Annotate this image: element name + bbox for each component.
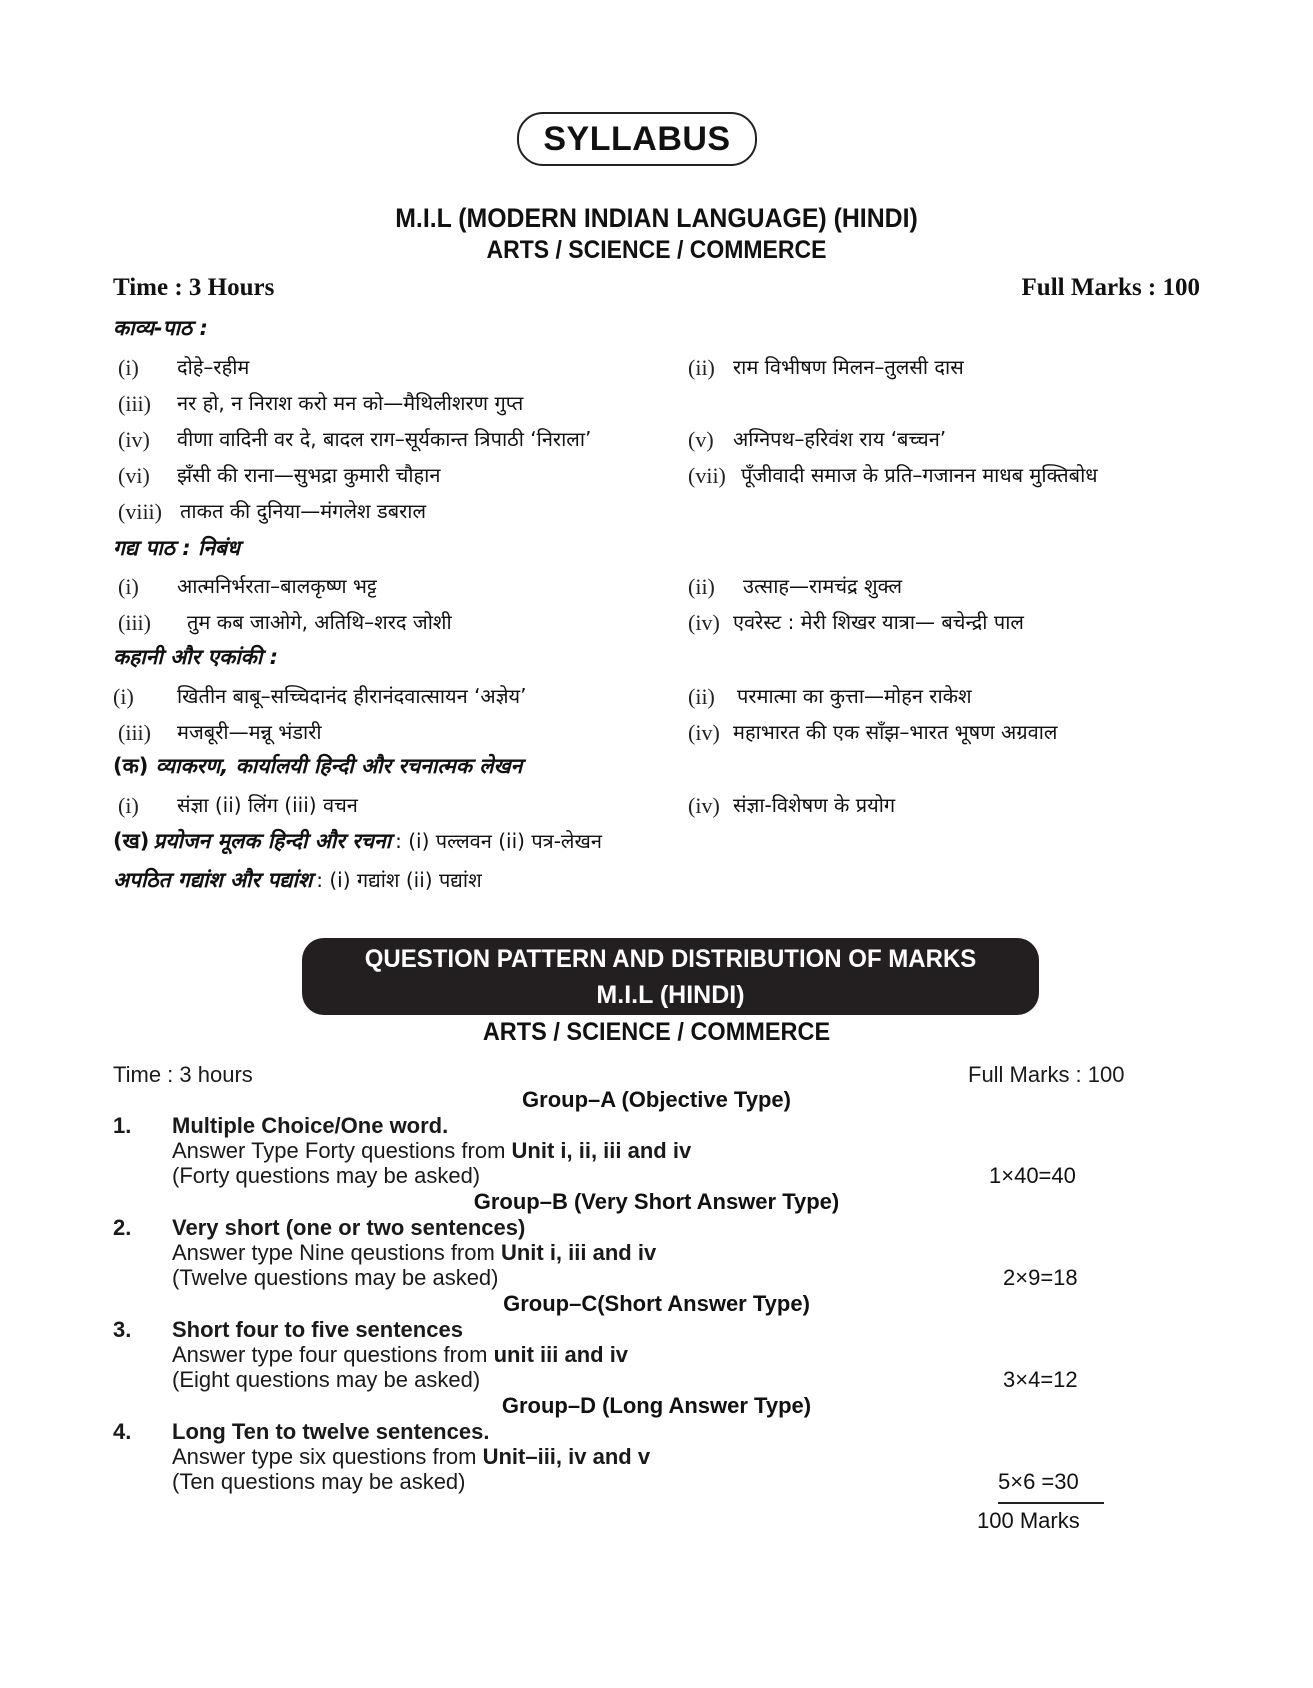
group-heading: [0, 1393, 1313, 1419]
kavya-item-text: पूँजीवादी समाज के प्रति–गजानन माधब मुक्तिबोध: [741, 463, 1098, 487]
syllabus-streams: ARTS / SCIENCE / COMMERCE: [486, 236, 827, 264]
item-number: (iv): [688, 793, 720, 818]
question-pattern-banner: [302, 938, 1039, 1015]
banner-title: QUESTION PATTERN AND DISTRIBUTION OF MARKS: [364, 944, 977, 973]
gadya-item: [118, 610, 151, 636]
qp-time: Time : 3 hours: [113, 1062, 253, 1087]
question-marks: 1×40=40: [989, 1163, 1076, 1188]
group-heading: [0, 1291, 1313, 1317]
kavya-item-text: अग्निपथ–हरिवंश राय ‘बच्चन’: [733, 427, 947, 451]
gadya-item-text: एवरेस्ट : मेरी शिखर यात्रा— बचेन्द्री पाल: [733, 610, 1024, 634]
question-number: 1.: [113, 1113, 132, 1138]
question-description: [172, 1138, 691, 1164]
item-number: (iv): [688, 610, 720, 635]
item-number: (iv): [118, 427, 150, 452]
description-text: Answer type six questions from: [172, 1444, 483, 1469]
kavya-item: [118, 391, 151, 417]
kahani-item-text: खितीन बाबू–सच्चिदानंद हीरानंदवात्सायन ‘अज्ञेय’: [177, 684, 527, 708]
question-title: Long Ten to twelve sentences.: [172, 1419, 490, 1444]
section-heading-kavya: काव्य-पाठ :: [113, 316, 208, 340]
kavya-item-text: वीणा वादिनी वर दे, बादल राग–सूर्यकान्त त्रिपाठी ‘निराला’: [177, 427, 592, 451]
kavya-item-text: ताकत की दुनिया—मंगलेश डबराल: [180, 499, 427, 523]
section-prefix: (क): [113, 754, 149, 778]
group-heading-text: Group–B (Very Short Answer Type): [473, 1189, 840, 1214]
question-note: (Twelve questions may be asked): [172, 1265, 499, 1290]
question-number: 4.: [113, 1419, 132, 1444]
section-heading-vyakaran: [113, 752, 522, 780]
item-number: (iv): [688, 720, 720, 745]
section-prefix: (ख): [113, 829, 150, 853]
group-heading-text: Group–D (Long Answer Type): [501, 1393, 812, 1418]
group-heading: [0, 1087, 1313, 1113]
kavya-item: [688, 463, 726, 489]
question-number: 2.: [113, 1215, 132, 1240]
question-description: [172, 1240, 656, 1266]
section-title: अपठित गद्यांश और पद्यांश: [113, 868, 313, 892]
section-title: प्रयोजन मूलक हिन्दी और रचना: [153, 829, 392, 853]
item-number: (iii): [118, 610, 151, 635]
item-number: (vi): [118, 463, 150, 488]
kahani-item: [118, 720, 151, 746]
description-units: Unit i, ii, iii and iv: [511, 1138, 692, 1163]
total-marks: 100 Marks: [977, 1508, 1080, 1533]
item-number: (ii): [688, 355, 715, 380]
vyakaran-item: [688, 793, 720, 819]
group-heading-text: Group–C(Short Answer Type): [503, 1291, 810, 1316]
group-heading-text: Group–A (Objective Type): [522, 1087, 791, 1112]
kavya-item-text: दोहे–रहीम: [177, 355, 250, 379]
description-text: Answer Type Forty questions from: [172, 1138, 512, 1163]
kahani-item: [688, 720, 720, 746]
question-title: Short four to five sentences: [172, 1317, 463, 1342]
section-heading-kahani: कहानी और एकांकी :: [113, 645, 278, 669]
kavya-item: [118, 499, 162, 525]
kavya-item: [688, 427, 714, 453]
section-heading-gadya: गद्य पाठ : निबंध: [113, 536, 240, 560]
item-number: (i): [113, 684, 134, 709]
description-units: Unit i, iii and iv: [500, 1240, 657, 1265]
question-title: Multiple Choice/One word.: [172, 1113, 449, 1138]
item-number: (ii): [688, 684, 715, 709]
description-units: unit iii and iv: [493, 1342, 629, 1367]
gadya-item-text: उत्साह—रामचंद्र शुक्ल: [743, 574, 903, 598]
section-title: व्याकरण, कार्यालयी हिन्दी और रचनात्मक लेखन: [155, 754, 523, 778]
vyakaran-item: [118, 793, 139, 819]
item-number: (ii): [688, 574, 715, 599]
kahani-item-text: मजबूरी—मन्नू भंडारी: [177, 720, 322, 744]
kahani-item: [688, 684, 715, 710]
gadya-item-text: आत्मनिर्भरता–बालकृष्ण भट्ट: [177, 574, 377, 598]
qp-full-marks: Full Marks : 100: [968, 1062, 1125, 1087]
kavya-item-text: झँसी की राना—सुभद्रा कुमारी चौहान: [177, 463, 441, 487]
kavya-item: [118, 427, 150, 453]
kahani-item-text: महाभारत की एक साँझ–भारत भूषण अग्रवाल: [733, 720, 1058, 744]
question-description: [172, 1444, 650, 1470]
gadya-item: [688, 574, 715, 600]
question-description: [172, 1342, 628, 1368]
item-number: (i): [118, 355, 139, 380]
apathit-line: [113, 866, 482, 894]
gadya-item: [118, 574, 139, 600]
kavya-item-text: राम विभीषण मिलन–तुलसी दास: [733, 355, 964, 379]
banner-subtitle: M.I.L (HINDI): [596, 980, 745, 1009]
vyakaran-item-text: संज्ञा (ii) लिंग (iii) वचन: [177, 793, 358, 817]
question-note: (Eight questions may be asked): [172, 1367, 481, 1392]
question-number: 3.: [113, 1317, 132, 1342]
section-items: : (i) पल्लवन (ii) पत्र-लेखन: [395, 829, 602, 853]
syllabus-full-marks: Full Marks : 100: [1021, 274, 1200, 301]
syllabus-time: Time : 3 Hours: [113, 274, 275, 301]
kavya-item: [688, 355, 715, 381]
kahani-item: [113, 684, 134, 710]
section-items: : (i) गद्यांश (ii) पद्यांश: [316, 868, 482, 892]
item-number: (iii): [118, 720, 151, 745]
total-divider: [998, 1502, 1104, 1504]
question-marks: 5×6 =30: [998, 1469, 1079, 1494]
item-number: (iii): [118, 391, 151, 416]
question-title: Very short (one or two sentences): [172, 1215, 526, 1240]
description-units: Unit–iii, iv and v: [482, 1444, 651, 1469]
gadya-item: [688, 610, 720, 636]
question-marks: 2×9=18: [1003, 1265, 1078, 1290]
group-heading: [0, 1189, 1313, 1215]
syllabus-title: M.I.L (MODERN INDIAN LANGUAGE) (HINDI): [395, 203, 918, 233]
item-number: (i): [118, 793, 139, 818]
vyakaran-item-text: संज्ञा-विशेषण के प्रयोग: [733, 793, 896, 817]
prayojan-line: [113, 827, 602, 855]
syllabus-badge-text: SYLLABUS: [543, 119, 731, 158]
kavya-item-text: नर हो, न निराश करो मन को—मैथिलीशरण गुप्त: [177, 391, 524, 415]
item-number: (v): [688, 427, 714, 452]
item-number: (vii): [688, 463, 726, 488]
item-number: (viii): [118, 499, 162, 524]
description-text: Answer type four questions from: [172, 1342, 494, 1367]
syllabus-badge: [517, 112, 757, 166]
gadya-item-text: तुम कब जाओगे, अतिथि–शरद जोशी: [187, 610, 452, 634]
question-note: (Forty questions may be asked): [172, 1163, 481, 1188]
item-number: (i): [118, 574, 139, 599]
kavya-item: [118, 355, 139, 381]
description-text: Answer type Nine qeustions from: [172, 1240, 501, 1265]
kahani-item-text: परमात्मा का कुत्ता—मोहन राकेश: [737, 684, 972, 708]
kavya-item: [118, 463, 150, 489]
question-pattern-streams: ARTS / SCIENCE / COMMERCE: [482, 1018, 831, 1046]
question-note: (Ten questions may be asked): [172, 1469, 466, 1494]
question-marks: 3×4=12: [1003, 1367, 1078, 1392]
